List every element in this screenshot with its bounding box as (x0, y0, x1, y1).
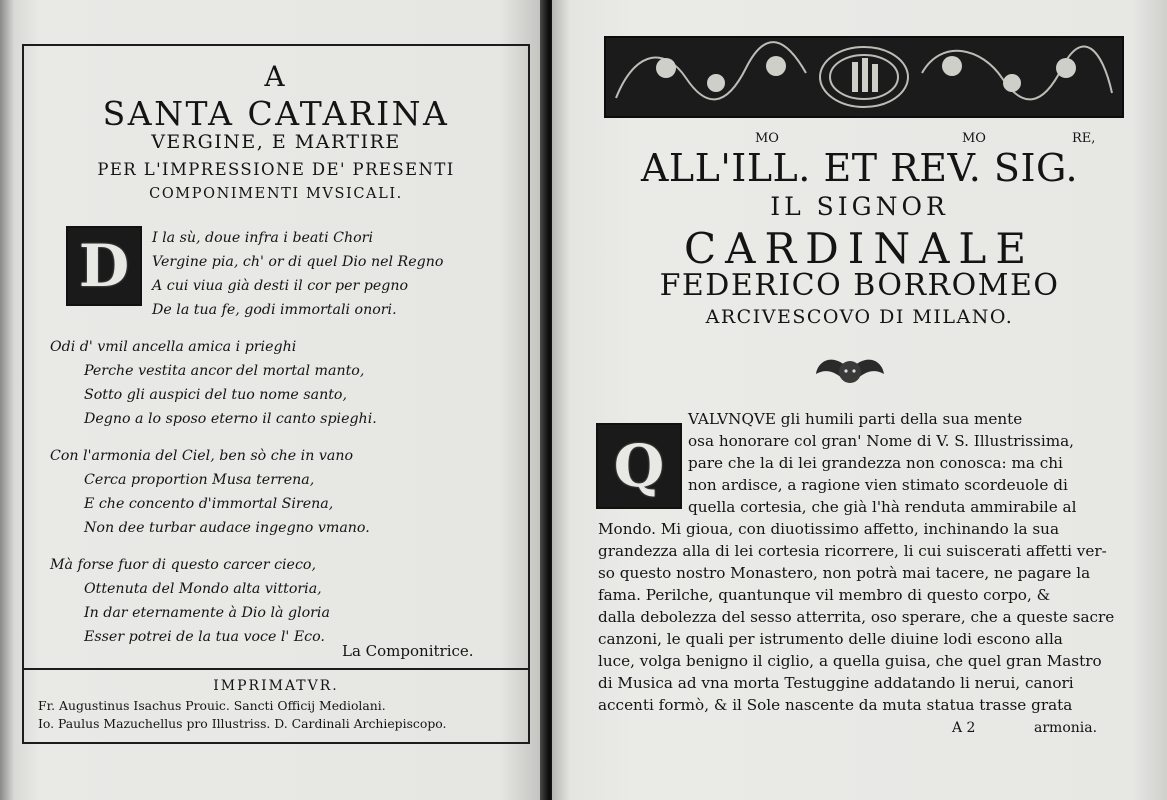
body-line: accenti formò, & il Sole nascente da muta statua trasse grata (598, 696, 1073, 714)
body-line: luce, volga benigno il ciglio, a quella guisa, che quel gran Mastro (598, 652, 1102, 670)
verse-line: Non dee turbar audace ingegno vmano. (84, 520, 370, 536)
imprimatur-line: Fr. Augustinus Isachus Prouic. Sancti Officij Mediolani. (38, 698, 386, 713)
body-line: osa honorare col gran' Nome di V. S. Illustrissima, (688, 432, 1074, 450)
heading-cardinale: CARDINALE (684, 224, 1035, 273)
title-a: A (264, 60, 288, 93)
verse-line: Degno a lo sposo eterno il canto spieghi. (84, 411, 377, 427)
title-componimenti: COMPONIMENTI MVSICALI. (149, 186, 403, 202)
body-line: fama. Perilche, quantunque vil membro di questo corpo, & (598, 586, 1051, 604)
body-line: di Musica ad vna morta Testuggine addatando li nerui, canori (598, 674, 1074, 692)
dedication-frame (22, 44, 530, 744)
left-page (0, 0, 548, 800)
imprimatur-heading: IMPRIMATVR. (213, 678, 339, 694)
headpiece-ornament (604, 36, 1124, 118)
body-line: non ardisce, a ragione vien stimato scordeuole di (688, 476, 1068, 494)
verse-line: Esser potrei de la tua voce l' Eco. (84, 629, 325, 645)
signature-componitrice: La Componitrice. (342, 642, 474, 660)
catchword: armonia. (1034, 720, 1098, 736)
signature-mark: A 2 (952, 720, 976, 736)
decorated-initial-d: D (66, 226, 142, 306)
decorated-initial-q: Q (596, 423, 682, 509)
body-line: VALVNQVE gli humili parti della sua mente (688, 410, 1023, 428)
imprimatur-line: Io. Paulus Mazuchellus pro Illustriss. D. Cardinali Archiepiscopo. (38, 716, 447, 731)
verse-line: Con l'armonia del Ciel, ben sò che in vano (50, 448, 354, 464)
heading-all-ill: ALL'ILL. ET REV. SIG. (640, 146, 1079, 190)
body-line: Mondo. Mi gioua, con diuotissimo affetto, inchinando la sua (598, 520, 1060, 538)
verse-line: I la sù, doue infra i beati Chori (152, 230, 373, 246)
verse-line: Mà forse fuor di questo carcer cieco, (50, 557, 316, 573)
verse-line: E che concento d'immortal Sirena, (84, 496, 334, 512)
verse-line: Cerca proportion Musa terrena, (84, 472, 315, 488)
title-vergine-martire: VERGINE, E MARTIRE (151, 131, 401, 153)
title-santa-catarina: SANTA CATARINA (102, 94, 450, 133)
verse-line: A cui viua già desti il cor per pegno (152, 278, 409, 294)
verse-line: Odi d' vmil ancella amica i prieghi (50, 339, 297, 355)
heading-il-signor: IL SIGNOR (770, 192, 949, 221)
right-page (552, 0, 1167, 800)
cherub-ornament (814, 350, 886, 392)
body-line: so questo nostro Monastero, non potrà mai tacere, ne pagare la (598, 564, 1091, 582)
body-line: pare che la di lei grandezza non conosca: ma chi (688, 454, 1063, 472)
superscript-mo: MO (962, 131, 986, 146)
title-per-impressione: PER L'IMPRESSIONE DE' PRESENTI (97, 160, 455, 179)
body-line: canzoni, le quali per istrumento delle diuine lodi escono alla (598, 630, 1063, 648)
body-line: grandezza alla di lei cortesia ricorrere, li cui suiscerati affetti ver- (598, 542, 1107, 560)
divider-rule (24, 668, 528, 670)
verse-line: Ottenuta del Mondo alta vittoria, (84, 581, 322, 597)
verse-line: Sotto gli auspici del tuo nome santo, (84, 387, 347, 403)
verse-line: In dar eternamente à Dio là gloria (84, 605, 330, 621)
verse-line: Vergine pia, ch' or di quel Dio nel Regno (152, 254, 444, 270)
body-line: dalla debolezza del sesso atterrita, oso sperare, che a queste sacre (598, 608, 1115, 626)
heading-federico-borromeo: FEDERICO BORROMEO (659, 268, 1060, 303)
verse-line: De la tua fe, godi immortali onori. (152, 302, 397, 318)
heading-arcivescovo: ARCIVESCOVO DI MILANO. (705, 306, 1014, 328)
superscript-re: RE, (1072, 131, 1096, 146)
body-line: quella cortesia, che già l'hà renduta ammirabile al (688, 498, 1077, 516)
verse-line: Perche vestita ancor del mortal manto, (84, 363, 365, 379)
superscript-mo: MO (755, 131, 779, 146)
